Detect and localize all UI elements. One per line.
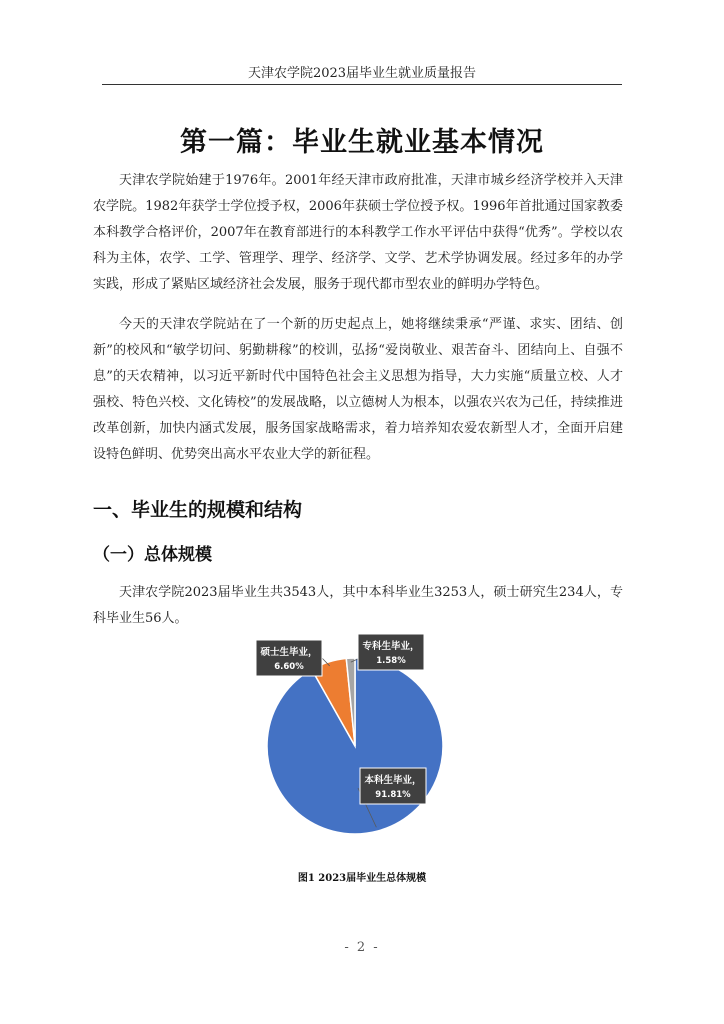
scale-paragraph: 天津农学院2023届毕业生共3543人，其中本科毕业生3253人，硕士研究生234人，专科毕业生56人。 xyxy=(93,585,623,626)
slice-percent-label-1: 91.81% xyxy=(375,790,411,800)
slice-category-label-3: 专科生毕业， xyxy=(362,641,420,652)
section-heading: 一、毕业生的规模和结构 xyxy=(93,499,303,521)
chart-caption: 图1 2023届毕业生总体规模 xyxy=(297,873,427,884)
subsection-heading: （一）总体规模 xyxy=(93,545,212,565)
graduates-pie-chart xyxy=(240,628,500,864)
page-title: 第一篇：毕业生就业基本情况 xyxy=(180,127,544,158)
running-header: 天津农学院2023届毕业生就业质量报告 xyxy=(247,66,477,81)
slice-category-label-2: 硕士生毕业， xyxy=(260,647,318,658)
slice-percent-label-3: 1.58% xyxy=(376,656,406,666)
page-number: - 2 - xyxy=(344,940,380,955)
slice-category-label-1: 本科生毕业， xyxy=(364,775,422,786)
slice-percent-label-2: 6.60% xyxy=(274,662,304,672)
intro-paragraph-2: 今天的天津农学院站在了一个新的历史起点上，她将继续秉承“严谨、求实、团结、创新”的校风和“敏学切问、躬勤耕稼”的校训，弘扬“爱岗敬业、艰苦奋斗、团结向上、自强不息”的天农精神，以习近平新时代中国特色社会主义思想为指导，大力实施“质量立校、人才强校、特色兴校、文化铸校”的发展战略，以立德树人为根本，以强农兴农为己任，持续推进改革创新，加快内涵式发展，服务国家战略需求，着力培养知农爱农新型人才，全面开启建设特色鲜明、优势突出高水平农业大学的新征程。 xyxy=(93,317,623,462)
header-divider xyxy=(102,84,622,85)
intro-paragraph-1: 天津农学院始建于1976年。2001年经天津市政府批准，天津市城乡经济学校并入天津农学院。1982年获学士学位授予权，2006年获硕士学位授予权。1996年首批通过国家教委本科教学合格评价，2007年在教育部进行的本科教学工作水平评估中获得“优秀”。学校以农科为主体，农学、工学、管理学、理学、经济学、文学、艺术学协调发展。经过多年的办学实践，形成了紧贴区域经济社会发展，服务于现代都市型农业的鲜明办学特色。 xyxy=(93,173,623,292)
